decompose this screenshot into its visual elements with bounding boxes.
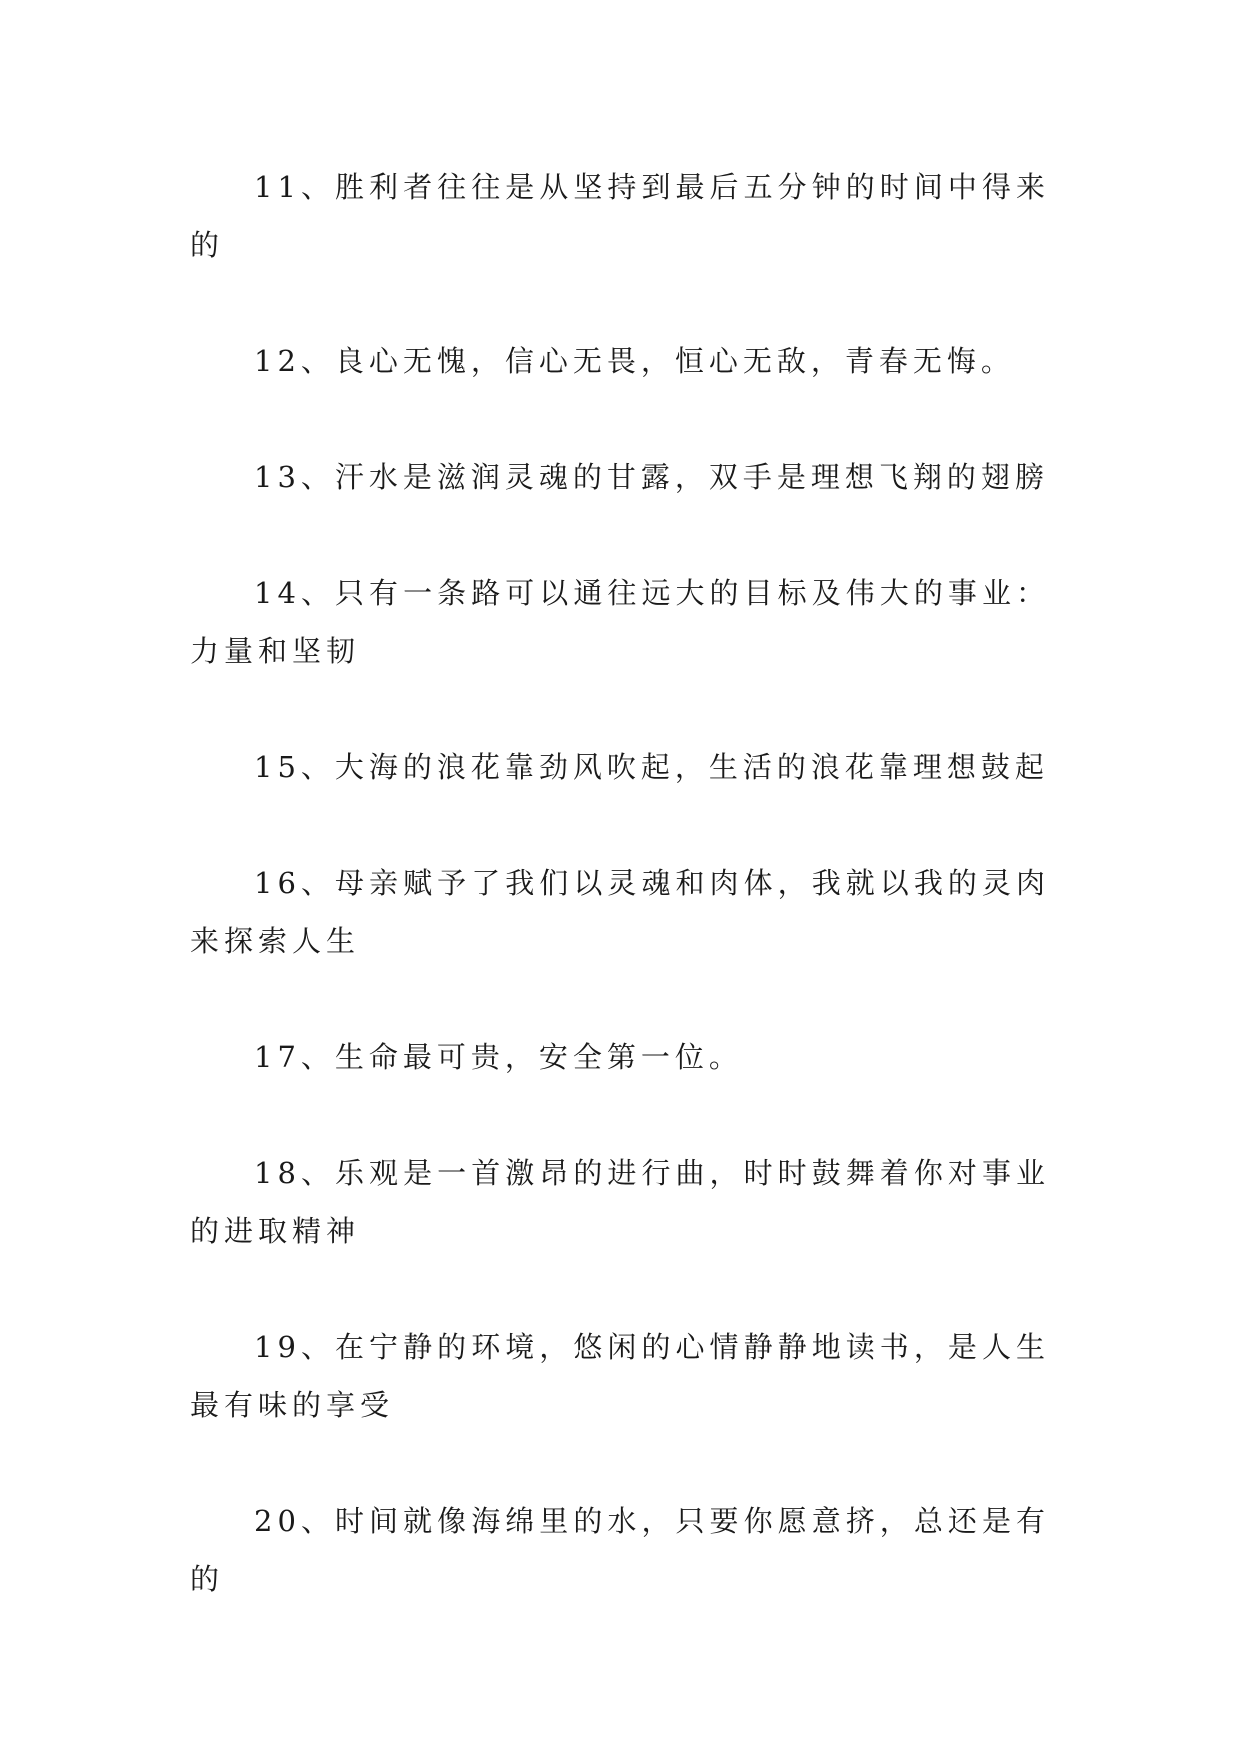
paragraph-gap [190, 1260, 1050, 1318]
paragraph-gap [190, 970, 1050, 1028]
quote-item-20: 20、时间就像海绵里的水，只要你愿意挤，总还是有的 [190, 1504, 1050, 1596]
quote-item-12: 12、良心无愧，信心无畏，恒心无敌，青春无悔。 [254, 344, 1015, 378]
paragraph-gap [190, 390, 1050, 448]
quote-list [190, 158, 1050, 1608]
paragraph-gap [190, 274, 1050, 332]
quote-item-16: 16、母亲赋予了我们以灵魂和肉体，我就以我的灵肉来探索人生 [190, 866, 1050, 958]
quote-item-18: 18、乐观是一首激昂的进行曲，时时鼓舞着你对事业的进取精神 [190, 1156, 1050, 1248]
quote-item-11: 11、胜利者往往是从坚持到最后五分钟的时间中得来的 [190, 170, 1050, 262]
paragraph-gap [190, 506, 1050, 564]
paragraph-gap [190, 1086, 1050, 1144]
paragraph-gap [190, 796, 1050, 854]
quote-item-17: 17、生命最可贵，安全第一位。 [254, 1040, 743, 1074]
paragraph-gap [190, 1434, 1050, 1492]
quote-item-19: 19、在宁静的环境，悠闲的心情静静地读书，是人生最有味的享受 [190, 1330, 1050, 1422]
paragraph-gap [190, 680, 1050, 738]
quote-item-15: 15、大海的浪花靠劲风吹起，生活的浪花靠理想鼓起 [254, 750, 1049, 784]
quote-item-13: 13、汗水是滋润灵魂的甘露，双手是理想飞翔的翅膀 [254, 460, 1049, 494]
quote-item-14: 14、只有一条路可以通往远大的目标及伟大的事业：力量和坚韧 [190, 576, 1050, 668]
